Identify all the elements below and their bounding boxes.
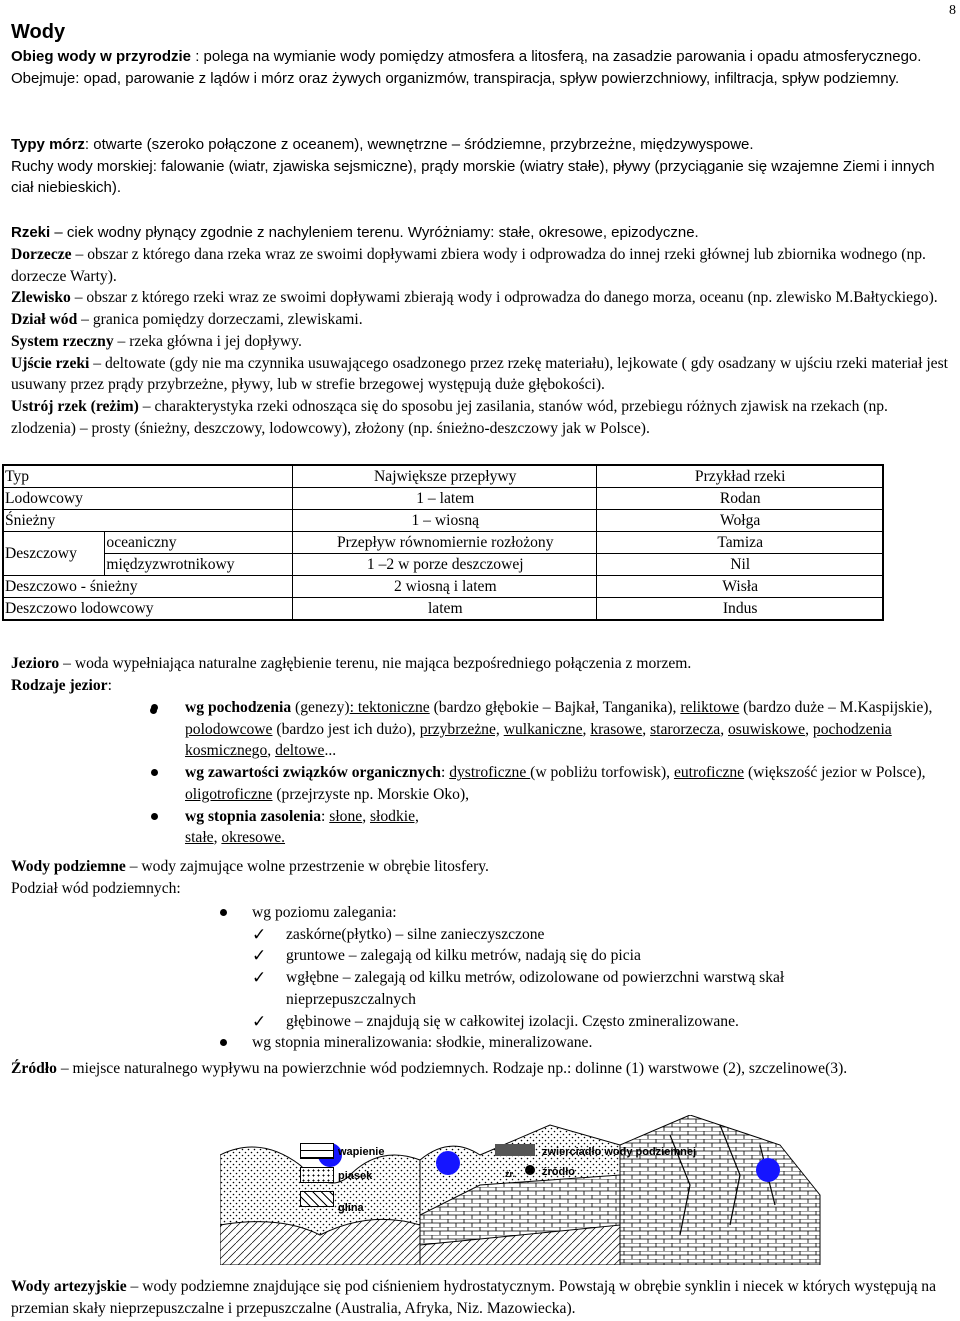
list-item: stałe, okresowe.: [185, 829, 286, 847]
paragraph-spring: Źródło – miejsce naturalnego wypływu na powierzchnie wód podziemnych. Rodzaje np.: dolinne (1) warstwowe (2), szczelinowe(3).: [11, 1060, 848, 1077]
table-cell: Wisła: [597, 576, 883, 598]
definition-ujscie: Ujście rzeki – deltowate (gdy nie ma czynnika usuwającego osadzonego przez rzekę materiału), lejkowate ( gdy osadzany w ujściu rzeki materiał jest usuwany przez prądy przybrzeżne, pływy, lub w strefie brzegowej występują duże głębokości).: [11, 354, 948, 394]
checkmark-icon: ✓: [252, 924, 267, 944]
table-row: [3, 488, 883, 510]
bullet-icon: [220, 909, 227, 916]
table-row: [3, 554, 883, 576]
definition-dzial-wod: Dział wód – granica pomiędzy dorzeczami, zlewiskami.: [11, 311, 363, 329]
paragraph-river-definitions: [11, 244, 954, 439]
figure-legend: [320, 1123, 348, 1137]
table-cell: Lodowcowy: [3, 488, 293, 510]
table-row: [3, 576, 883, 598]
term-groundwater: Wody podziemne: [11, 858, 126, 875]
table-cell: latem: [293, 598, 597, 621]
checkmark-icon: ✓: [252, 1011, 267, 1031]
table-cell: Deszczowo lodowcowy: [3, 598, 293, 621]
table-cell: Deszczowo - śnieżny: [3, 576, 293, 598]
paragraph-lakes: Jezioro – woda wypełniająca naturalne zagłębienie terenu, nie mająca bezpośredniego połączenia z morzem. Rodzaje jezior:: [11, 655, 692, 694]
figure-legend-labels: [220, 1140, 940, 1260]
table-cell: 1 – wiosną: [293, 510, 597, 532]
groundwater-division: Podział wód podziemnych:: [11, 879, 181, 897]
table-header: Typ: [3, 465, 293, 488]
table-cell: 1 –2 w porze deszczowej: [293, 554, 597, 576]
sea-movements-text: Ruchy wody morskiej: falowanie (wiatr, zjawiska sejsmiczne), prądy morskie (wiatry stałe), pływy (przyciąganie się wzajemne Ziemi i innych ciał niebieskich).: [11, 157, 935, 197]
table-cell: Indus: [597, 598, 883, 621]
table-cell: Nil: [597, 554, 883, 576]
spring-legend-icon: [525, 1165, 535, 1175]
term-lake-types: Rodzaje jezior: [11, 676, 108, 694]
lake-bullets: [185, 697, 955, 849]
paragraph-water-cycle: Obieg wody w przyrodzie : polega na wymianie wody pomiędzy atmosfera a litosferą, na zasadzie parowania i opadu atmosferycznego. Obejmuje: opad, parowanie z lądów i mórz oraz żywych organizmów, transpiracja, spływ powierzchniowy, infiltracja, spływ podziemny.: [11, 48, 922, 87]
list-item: wg pochodzenia (genezy): tektoniczne (bardzo głębokie – Bajkał, Tanganika), reliktowe (bardzo duże – M.Kaspijskie), polodowcowe (bardzo jest ich dużo), przybrzeżne, wulkaniczne, krasowe, starorzecza, osuwiskowe, pochodzenia kosmicznego, deltowe...: [185, 697, 955, 762]
list-item: wg stopnia zasolenia: słone, słodkie,: [185, 806, 955, 828]
table-cell: oceaniczny: [105, 532, 293, 554]
list-item: ✓ wgłębne – zalegają od kilku metrów, odizolowane od powierzchni warstwą skał nieprzepuszczalnych: [252, 968, 785, 1008]
bullet-icon: [151, 769, 158, 776]
bullet-icon: [151, 813, 158, 820]
definition-dorzecze: Dorzecze – obszar z którego dana rzeka wraz ze swoimi dopływami zbiera wody i odprowadza do innej rzeki głównej lub zbiornika wodnego (np. dorzecze Warty).: [11, 246, 926, 285]
table-cell: Wołga: [597, 510, 883, 532]
table-row: [3, 510, 883, 532]
legend-label: glina: [338, 1202, 364, 1214]
term-artesian: Wody artezyjskie: [11, 1278, 127, 1295]
list-item: ✓ zaskórne(płytko) – silne zanieczyszczone: [252, 924, 545, 944]
list-item: wg stopnia mineralizowania: słodkie, mineralizowane.: [252, 1032, 952, 1054]
bullet-icon: [220, 1039, 227, 1046]
definition-system-rzeczny: System rzeczny – rzeka główna i jej dopływy.: [11, 332, 302, 350]
table-cell: Przepływ równomiernie rozłożony: [293, 532, 597, 554]
legend-label: piasek: [338, 1170, 373, 1182]
term-lake: Jezioro: [11, 655, 60, 672]
legend-label: zwierciadło wody podziemnej: [542, 1146, 697, 1158]
table-cell: 2 wiosną i latem: [293, 576, 597, 598]
term-sea-types: Typy mórz: [11, 136, 85, 153]
groundwater-list: [252, 902, 952, 1054]
list-item: wg zawartości związków organicznych: dystroficzne (w pobliżu torfowisk), eutroficzne (większość jezior w Polsce), oligotroficzne (przejrzyste np. Morskie Oko),: [185, 762, 955, 805]
table-header-row: [3, 465, 883, 488]
paragraph-groundwater: Wody podziemne – wody zajmujące wolne przestrzenie w obrębie litosfery. Podział wód podziemnych:: [11, 856, 954, 899]
table-cell: Rodan: [597, 488, 883, 510]
table-cell: Deszczowy: [3, 532, 105, 576]
page-number: 8: [949, 3, 956, 18]
legend-label: źródło: [542, 1166, 575, 1178]
limestone-swatch: [300, 1143, 334, 1159]
table-header: Największe przepływy: [293, 465, 597, 488]
bullet-icon: [151, 704, 158, 711]
checkmark-icon: ✓: [252, 946, 267, 966]
table-header: Przykład rzeki: [597, 465, 883, 488]
river-regime-table: [2, 464, 884, 621]
term-rivers: Rzeki: [11, 224, 51, 241]
page-title: Wody: [11, 21, 66, 43]
term-water-cycle: Obieg wody w przyrodzie: [11, 48, 192, 65]
table-cell: Śnieżny: [3, 510, 293, 532]
term-spring: Źródło: [11, 1060, 57, 1077]
list-item: ✓ gruntowe – zalegają od kilku metrów, nadają się do picia: [252, 946, 641, 966]
table-cell: Tamiza: [597, 532, 883, 554]
table-cell: 1 – latem: [293, 488, 597, 510]
water-table-swatch: [495, 1144, 535, 1156]
table-row: [3, 598, 883, 621]
table-row: [3, 532, 883, 554]
table-cell: międzyzwrotnikowy: [105, 554, 293, 576]
list-item: wg poziomu zalegania:: [252, 902, 952, 924]
list-item: ✓ głębinowe – znajdują się w całkowitej izolacji. Często zmineralizowane.: [252, 1011, 739, 1031]
definition-ustroj: Ustrój rzek (reżim) – charakterystyka rzeki odnosząca się do sposobu jej zasilania, stanów wód, przebiegu różnych zjawisk na rzekach (np. zlodzenia) – prosty (śnieżny, deszczowy, lodowcowy), złożony (np. śnieżno-deszczowy jak w Polsce).: [11, 397, 888, 437]
clay-swatch: [300, 1191, 334, 1207]
paragraph-artesian: Wody artezyjskie – wody podziemne znajdujące się pod ciśnieniem hydrostatycznym. Powstają w obrębie synklin i niecek w których występują na przemian skały nieprzepuszczalne i przepuszczalne (Australia, Afryka, Niz. Mazowiecka).: [11, 1278, 937, 1317]
legend-label: wapienie: [338, 1146, 385, 1158]
definition-zlewisko: Zlewisko – obszar z którego rzeki wraz ze swoimi dopływami zbierają wody i odprowadza do danego morza, oceanu (np. zlewisko M.Bałtyckiego).: [11, 289, 938, 307]
sand-swatch: [300, 1167, 334, 1183]
paragraph-rivers: Rzeki – ciek wodny płynący zgodnie z nachyleniem terenu. Wyróżniamy: stałe, okresowe, epizodyczne.: [11, 224, 699, 241]
paragraph-sea-types: Typy mórz: otwarte (szeroko połączone z oceanem), wewnętrzne – śródziemne, przybrzeżne, międzywyspowe. Ruchy wody morskiej: falowanie (wiatr, zjawiska sejsmiczne), prądy morskie (wiatry stałe), pływy (przyciąganie się wzajemne Ziemi i innych ciał niebieskich).: [11, 136, 935, 197]
checkmark-icon: ✓: [252, 968, 267, 988]
legend-label: żr.: [505, 1169, 516, 1179]
